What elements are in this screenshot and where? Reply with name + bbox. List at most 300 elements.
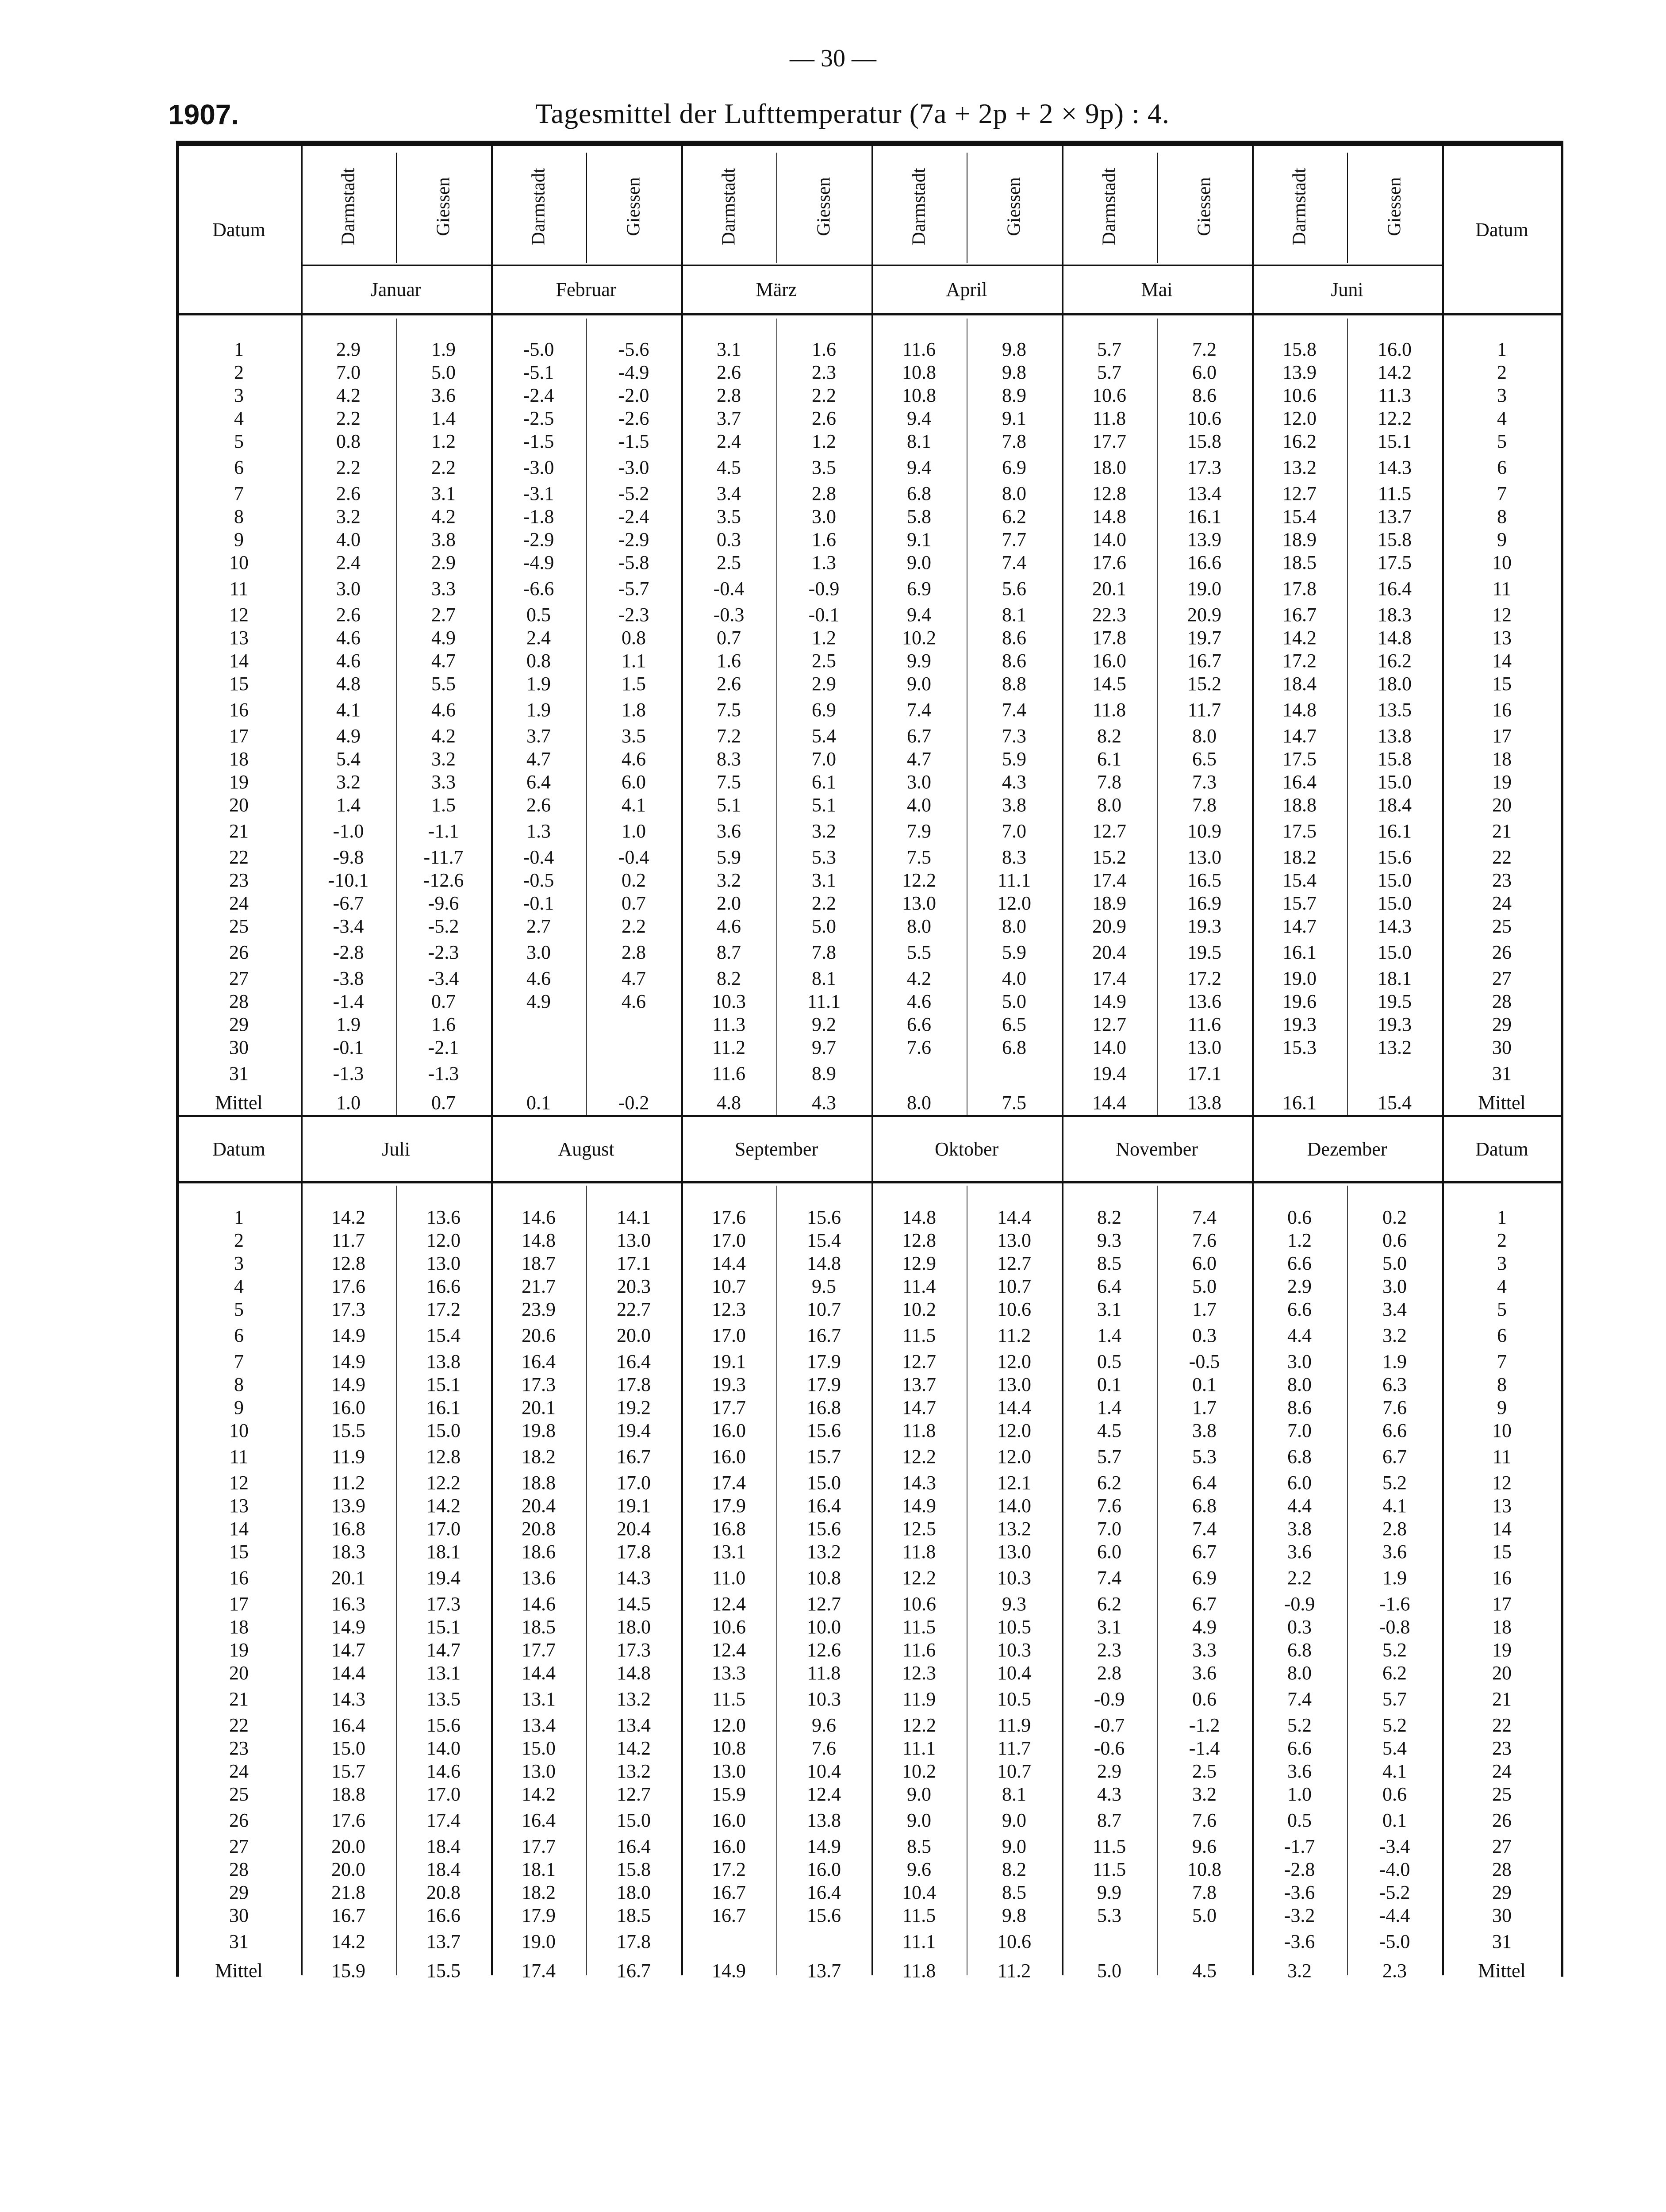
day-label: 25: [1492, 1783, 1512, 1805]
temperature-cell: 20.1: [1092, 577, 1126, 599]
temperature-cell: 12.4: [712, 1639, 746, 1661]
temperature-cell: 12.3: [902, 1662, 937, 1684]
day-label: 17: [229, 1593, 249, 1615]
temperature-cell: -5.6: [618, 338, 649, 360]
temperature-cell: 13.6: [426, 1206, 461, 1228]
table-row: [177, 747, 1562, 770]
temperature-cell: 3.1: [1097, 1616, 1122, 1638]
table-row: [177, 1517, 1562, 1540]
day-label: 5: [1497, 1298, 1507, 1320]
temperature-cell: 18.1: [522, 1858, 556, 1880]
table-row: [177, 626, 1562, 649]
day-label: 26: [229, 1809, 249, 1831]
temperature-cell: 8.2: [717, 967, 741, 989]
temperature-cell: 14.8: [807, 1252, 841, 1274]
temperature-cell: 21.7: [522, 1275, 556, 1297]
temperature-cell: 10.3: [807, 1688, 841, 1710]
temperature-cell: 8.3: [1002, 846, 1026, 868]
temperature-cell: 15.7: [331, 1760, 365, 1782]
month-label: Oktober: [934, 1138, 999, 1160]
day-label: 8: [1497, 1373, 1507, 1395]
temperature-cell: -3.4: [1379, 1835, 1410, 1857]
temperature-cell: 4.1: [1382, 1494, 1407, 1517]
day-label: 18: [229, 1616, 249, 1638]
day-label: 1: [234, 1206, 244, 1228]
temperature-cell: 12.8: [902, 1229, 937, 1251]
temperature-cell: 13.2: [807, 1540, 841, 1563]
temperature-cell: 3.3: [1192, 1639, 1217, 1661]
mittel-cell: 5.0: [1097, 1959, 1122, 1982]
temperature-cell: 4.0: [907, 794, 931, 816]
table-row: [177, 1494, 1562, 1517]
temperature-cell: 17.8: [1092, 626, 1126, 649]
temperature-cell: 6.8: [1192, 1494, 1217, 1517]
temperature-cell: 8.5: [1097, 1252, 1122, 1274]
temperature-cell: 2.6: [717, 672, 741, 695]
day-label: 9: [1497, 528, 1507, 550]
temperature-cell: 18.8: [522, 1471, 556, 1494]
temperature-cell: 3.0: [907, 771, 931, 793]
temperature-cell: 16.4: [331, 1714, 365, 1736]
temperature-cell: 16.4: [1282, 771, 1317, 793]
temperature-cell: 14.8: [522, 1229, 556, 1251]
temperature-cell: 14.9: [1092, 990, 1126, 1012]
day-label: 31: [1492, 1062, 1512, 1084]
day-label: 12: [1492, 603, 1512, 626]
mittel-cell: 11.2: [997, 1959, 1031, 1982]
mittel-cell: 7.5: [1002, 1091, 1026, 1114]
temperature-cell: 1.7: [1192, 1298, 1217, 1320]
temperature-cell: 14.2: [522, 1783, 556, 1805]
temperature-cell: 3.5: [622, 725, 646, 747]
temperature-cell: 17.5: [1282, 820, 1317, 842]
day-label: 14: [1492, 1517, 1512, 1540]
temperature-cell: 12.8: [331, 1252, 365, 1274]
temperature-cell: 2.6: [717, 361, 741, 383]
temperature-cell: 15.4: [426, 1324, 461, 1346]
temperature-cell: -0.8: [1379, 1616, 1410, 1638]
temperature-cell: 14.2: [617, 1737, 651, 1759]
temperature-cell: 16.6: [1187, 551, 1221, 573]
temperature-cell: 7.4: [1097, 1567, 1122, 1589]
day-label: 30: [229, 1904, 249, 1926]
temperature-cell: 17.6: [331, 1809, 365, 1831]
temperature-cell: [871, 1059, 967, 1088]
temperature-cell: 16.0: [1092, 649, 1126, 672]
temperature-cell: [491, 1059, 586, 1088]
temperature-cell: 7.7: [1002, 528, 1026, 550]
temperature-cell: 1.9: [1382, 1350, 1407, 1372]
temperature-cell: 5.2: [1287, 1714, 1312, 1736]
temperature-cell: 0.6: [1382, 1783, 1407, 1805]
temperature-cell: 17.4: [426, 1809, 461, 1831]
temperature-cell: 12.2: [902, 1567, 937, 1589]
table-row: [177, 603, 1562, 626]
temperature-cell: 9.8: [1002, 361, 1026, 383]
temperature-cell: -3.8: [333, 967, 364, 989]
temperature-cell: 4.6: [717, 915, 741, 937]
temperature-cell: 9.1: [907, 528, 931, 550]
temperature-cell: -3.0: [523, 456, 554, 478]
month-label: November: [1116, 1138, 1198, 1160]
temperature-cell: 9.0: [907, 1783, 932, 1805]
temperature-cell: -1.5: [618, 430, 649, 452]
temperature-cell: -0.1: [523, 892, 554, 914]
temperature-cell: 5.9: [717, 846, 741, 868]
temperature-cell: 8.7: [1097, 1809, 1122, 1831]
temperature-cell: 2.7: [526, 915, 551, 937]
temperature-cell: 20.4: [617, 1517, 651, 1540]
table-row: [177, 1904, 1562, 1927]
temperature-cell: 3.2: [812, 820, 836, 842]
temperature-cell: 12.4: [807, 1783, 841, 1805]
temperature-cell: 14.4: [522, 1662, 556, 1684]
temperature-cell: 19.6: [1282, 990, 1317, 1012]
day-label: 2: [234, 361, 244, 383]
temperature-cell: 2.8: [812, 482, 836, 504]
temperature-cell: 12.8: [426, 1445, 461, 1467]
month-label: Januar: [370, 278, 422, 300]
temperature-cell: 10.3: [997, 1567, 1032, 1589]
temperature-cell: 17.5: [1378, 551, 1412, 573]
temperature-cell: 18.3: [331, 1540, 365, 1563]
temperature-cell: 1.1: [622, 649, 646, 672]
table-row: [177, 1736, 1562, 1759]
temperature-cell: 12.0: [1282, 407, 1317, 429]
temperature-cell: 3.0: [336, 577, 361, 599]
temperature-cell: 12.7: [1092, 820, 1126, 842]
day-label: 7: [1497, 482, 1507, 504]
temperature-cell: 3.6: [1382, 1540, 1407, 1563]
temperature-cell: 11.5: [1092, 1835, 1126, 1857]
temperature-cell: 15.1: [426, 1616, 461, 1638]
temperature-cell: -0.1: [808, 603, 840, 626]
temperature-cell: 1.2: [812, 430, 836, 452]
temperature-cell: 17.0: [712, 1229, 746, 1251]
day-label: 13: [1492, 1494, 1512, 1517]
mittel-cell: 8.0: [907, 1091, 931, 1114]
mittel-cell: 0.7: [431, 1091, 456, 1114]
station-label: Darmstadt: [1289, 168, 1310, 245]
day-label: 5: [234, 1298, 244, 1320]
temperature-cell: 11.1: [902, 1737, 936, 1759]
table-row: [177, 1252, 1562, 1275]
temperature-cell: 17.1: [617, 1252, 651, 1274]
temperature-cell: 17.6: [331, 1275, 365, 1297]
temperature-cell: -5.0: [523, 338, 554, 360]
temperature-cell: 6.0: [1192, 361, 1217, 383]
day-label: 12: [229, 1471, 249, 1494]
day-label: 31: [1492, 1930, 1512, 1952]
temperature-cell: 16.0: [331, 1396, 365, 1418]
temperature-cell: 5.4: [1382, 1737, 1407, 1759]
temperature-cell: 2.4: [717, 430, 741, 452]
temperature-cell: 3.5: [812, 456, 836, 478]
temperature-cell: 6.9: [1192, 1567, 1217, 1589]
temperature-cell: 6.1: [812, 771, 836, 793]
temperature-cell: 16.7: [1187, 649, 1221, 672]
temperature-cell: -1.4: [1189, 1737, 1220, 1759]
table-row: [177, 1881, 1562, 1904]
temperature-cell: 8.0: [1097, 794, 1121, 816]
temperature-cell: 2.8: [1097, 1662, 1122, 1684]
month-label: Februar: [556, 278, 617, 300]
temperature-cell: 12.2: [1378, 407, 1412, 429]
temperature-cell: 15.0: [807, 1471, 841, 1494]
temperature-cell: 14.3: [1378, 456, 1412, 478]
day-label: 28: [229, 1858, 249, 1880]
temperature-cell: 3.4: [717, 482, 741, 504]
temperature-cell: 11.8: [807, 1662, 841, 1684]
day-label: 9: [234, 528, 244, 550]
temperature-cell: 19.1: [712, 1350, 746, 1372]
table-row: [177, 1927, 1562, 1956]
temperature-cell: 12.7: [997, 1252, 1032, 1274]
temperature-cell: 12.7: [617, 1783, 651, 1805]
temperature-cell: -2.8: [1284, 1858, 1315, 1880]
temperature-cell: 7.6: [812, 1737, 837, 1759]
temperature-cell: 5.0: [1192, 1275, 1217, 1297]
temperature-cell: 11.5: [902, 1616, 936, 1638]
temperature-cell: 0.6: [1287, 1206, 1312, 1228]
temperature-cell: 5.0: [812, 915, 836, 937]
day-label: 6: [234, 1324, 244, 1346]
table-row: [177, 914, 1562, 937]
datum-header-left: Datum: [212, 1138, 265, 1160]
temperature-cell: 4.2: [431, 505, 456, 527]
day-label: 25: [1492, 915, 1512, 937]
temperature-cell: 11.5: [712, 1688, 746, 1710]
day-label: 26: [1492, 941, 1512, 963]
temperature-cell: 2.2: [812, 384, 836, 406]
temperature-cell: 1.9: [526, 672, 551, 695]
day-label: 13: [229, 1494, 249, 1517]
temperature-cell: 19.4: [617, 1419, 651, 1441]
temperature-cell: 7.6: [1192, 1229, 1217, 1251]
temperature-cell: -0.9: [1094, 1688, 1125, 1710]
temperature-cell: 0.5: [526, 603, 551, 626]
temperature-cell: [1347, 1059, 1442, 1088]
temperature-cell: 9.0: [1002, 1809, 1027, 1831]
temperature-cell: 8.7: [717, 941, 741, 963]
temperature-cell: 13.0: [712, 1760, 746, 1782]
temperature-cell: 3.1: [717, 338, 741, 360]
temperature-cell: 4.6: [907, 990, 931, 1012]
temperature-cell: 6.2: [1097, 1471, 1122, 1494]
mittel-cell: 3.2: [1287, 1959, 1312, 1982]
day-label: 30: [1492, 1904, 1512, 1926]
temperature-cell: -4.9: [523, 551, 554, 573]
table-row: [177, 695, 1562, 724]
temperature-cell: 3.7: [526, 725, 551, 747]
table-row: [177, 505, 1562, 528]
table-row: [177, 891, 1562, 914]
frame-top-rule: [176, 141, 1563, 146]
temperature-cell: 8.9: [1002, 384, 1026, 406]
temperature-cell: 0.5: [1287, 1809, 1312, 1831]
month-label: Dezember: [1307, 1138, 1387, 1160]
temperature-cell: 15.6: [1378, 846, 1412, 868]
temperature-cell: 4.5: [717, 456, 741, 478]
temperature-cell: -5.1: [523, 361, 554, 383]
temperature-cell: 2.2: [336, 456, 361, 478]
temperature-cell: 18.9: [1282, 528, 1317, 550]
day-label: 7: [1497, 1350, 1507, 1372]
temperature-cell: 1.0: [622, 820, 646, 842]
temperature-cell: 4.3: [1002, 771, 1026, 793]
temperature-cell: -2.8: [333, 941, 364, 963]
temperature-cell: 12.2: [426, 1471, 461, 1494]
table-row: [177, 1782, 1562, 1805]
temperature-cell: 2.6: [812, 407, 836, 429]
temperature-cell: 6.2: [1002, 505, 1026, 527]
temperature-cell: 5.4: [812, 725, 836, 747]
temperature-cell: 15.4: [1282, 505, 1317, 527]
table-row: [177, 1615, 1562, 1638]
temperature-cell: 6.0: [1097, 1540, 1122, 1563]
temperature-cell: 16.1: [426, 1396, 461, 1418]
table-row: [177, 1835, 1562, 1858]
temperature-cell: -12.6: [423, 869, 464, 891]
table-row: [177, 1540, 1562, 1563]
temperature-cell: 13.0: [902, 892, 936, 914]
temperature-cell: 13.1: [712, 1540, 746, 1563]
datum-header-right: Datum: [1475, 1138, 1528, 1160]
temperature-cell: 12.0: [997, 1350, 1032, 1372]
temperature-cell: 6.0: [622, 771, 646, 793]
day-label: 20: [1492, 794, 1512, 816]
temperature-cell: 1.9: [431, 338, 456, 360]
temperature-cell: 5.7: [1097, 338, 1121, 360]
temperature-cell: -3.4: [333, 915, 364, 937]
temperature-cell: 6.8: [1287, 1639, 1312, 1661]
temperature-cell: 16.0: [1378, 338, 1412, 360]
temperature-cell: 20.8: [522, 1517, 556, 1540]
day-label: 8: [234, 1373, 244, 1395]
temperature-cell: 13.8: [807, 1809, 841, 1831]
temperature-cell: -3.6: [1284, 1930, 1315, 1952]
temperature-cell: 10.5: [997, 1688, 1032, 1710]
temperature-cell: 9.8: [1002, 338, 1026, 360]
temperature-cell: 20.1: [522, 1396, 556, 1418]
day-label: 23: [229, 869, 249, 891]
temperature-cell: 10.3: [712, 990, 746, 1012]
table-half2: [177, 1117, 1562, 1985]
temperature-cell: 6.6: [1382, 1419, 1407, 1441]
temperature-cell: -4.4: [1379, 1904, 1410, 1926]
temperature-cell: 17.6: [712, 1206, 746, 1228]
temperature-cell: 11.2: [997, 1324, 1031, 1346]
temperature-cell: 3.8: [431, 528, 456, 550]
table-row: [177, 1638, 1562, 1661]
temperature-cell: 16.8: [331, 1517, 365, 1540]
temperature-cell: 5.3: [1192, 1445, 1217, 1467]
station-label: Darmstadt: [1099, 168, 1120, 245]
temperature-cell: 8.0: [1002, 915, 1026, 937]
temperature-cell: 17.8: [617, 1540, 651, 1563]
temperature-cell: 9.5: [812, 1275, 837, 1297]
temperature-cell: 2.2: [1287, 1567, 1312, 1589]
temperature-cell: 6.5: [1002, 1013, 1026, 1035]
temperature-cell: 8.0: [1287, 1373, 1312, 1395]
day-label: 1: [1497, 1206, 1507, 1228]
temperature-cell: 16.2: [1282, 430, 1317, 452]
temperature-cell: 1.4: [336, 794, 361, 816]
temperature-cell: 13.0: [1187, 1036, 1221, 1058]
temperature-cell: 18.0: [617, 1616, 651, 1638]
temperature-cell: 19.3: [1187, 915, 1221, 937]
temperature-cell: 3.2: [431, 748, 456, 770]
day-label: 3: [234, 1252, 244, 1274]
temperature-cell: 10.3: [997, 1639, 1032, 1661]
station-label: Giessen: [1384, 177, 1405, 236]
temperature-cell: 6.2: [1382, 1662, 1407, 1684]
temperature-cell: 2.0: [717, 892, 741, 914]
temperature-cell: [586, 1036, 681, 1059]
temperature-cell: 4.6: [526, 967, 551, 989]
datum-header-left: Datum: [212, 219, 265, 241]
temperature-cell: 7.6: [1192, 1809, 1217, 1831]
temperature-cell: -5.2: [1379, 1881, 1410, 1903]
temperature-cell: 10.7: [712, 1275, 746, 1297]
temperature-cell: 10.5: [997, 1616, 1032, 1638]
temperature-cell: 11.3: [712, 1013, 746, 1035]
temperature-cell: 18.4: [1378, 794, 1412, 816]
station-label: Darmstadt: [718, 168, 739, 245]
day-label: 24: [229, 1760, 249, 1782]
temperature-cell: 7.8: [1192, 1881, 1217, 1903]
temperature-cell: 7.4: [1002, 551, 1026, 573]
temperature-cell: 12.8: [1092, 482, 1126, 504]
day-label: 12: [229, 603, 249, 626]
temperature-cell: 9.0: [907, 672, 931, 695]
mittel-cell: 2.3: [1382, 1959, 1407, 1982]
temperature-cell: 2.9: [336, 338, 361, 360]
temperature-cell: 14.2: [426, 1494, 461, 1517]
temperature-cell: 1.9: [336, 1013, 361, 1035]
day-label: 10: [229, 1419, 249, 1441]
temperature-cell: 8.1: [1002, 1783, 1027, 1805]
temperature-cell: 10.0: [807, 1616, 841, 1638]
temperature-cell: 4.7: [526, 748, 551, 770]
temperature-cell: 9.3: [1002, 1593, 1027, 1615]
table-row: [177, 1713, 1562, 1736]
temperature-cell: 6.9: [1002, 456, 1026, 478]
temperature-cell: 7.5: [907, 846, 931, 868]
temperature-cell: 16.0: [712, 1835, 746, 1857]
temperature-cell: 0.6: [1192, 1688, 1217, 1710]
temperature-cell: 1.6: [431, 1013, 456, 1035]
temperature-cell: 13.6: [1187, 990, 1221, 1012]
temperature-cell: 15.8: [617, 1858, 651, 1880]
mittel-cell: 4.5: [1192, 1959, 1217, 1982]
temperature-cell: 0.7: [431, 990, 456, 1012]
day-label: 26: [229, 941, 249, 963]
temperature-cell: 8.8: [1002, 672, 1026, 695]
spacer-row: [177, 1181, 1562, 1206]
temperature-cell: -2.3: [428, 941, 459, 963]
temperature-cell: -6.6: [523, 577, 554, 599]
day-label: 21: [1492, 820, 1512, 842]
temperature-cell: 6.2: [1097, 1593, 1122, 1615]
temperature-cell: 7.0: [1287, 1419, 1312, 1441]
temperature-cell: 18.4: [426, 1858, 461, 1880]
temperature-cell: -6.7: [333, 892, 364, 914]
temperature-cell: 15.8: [1187, 430, 1221, 452]
temperature-cell: 14.3: [902, 1471, 937, 1494]
day-label: 31: [229, 1062, 249, 1084]
temperature-cell: 14.1: [617, 1206, 651, 1228]
